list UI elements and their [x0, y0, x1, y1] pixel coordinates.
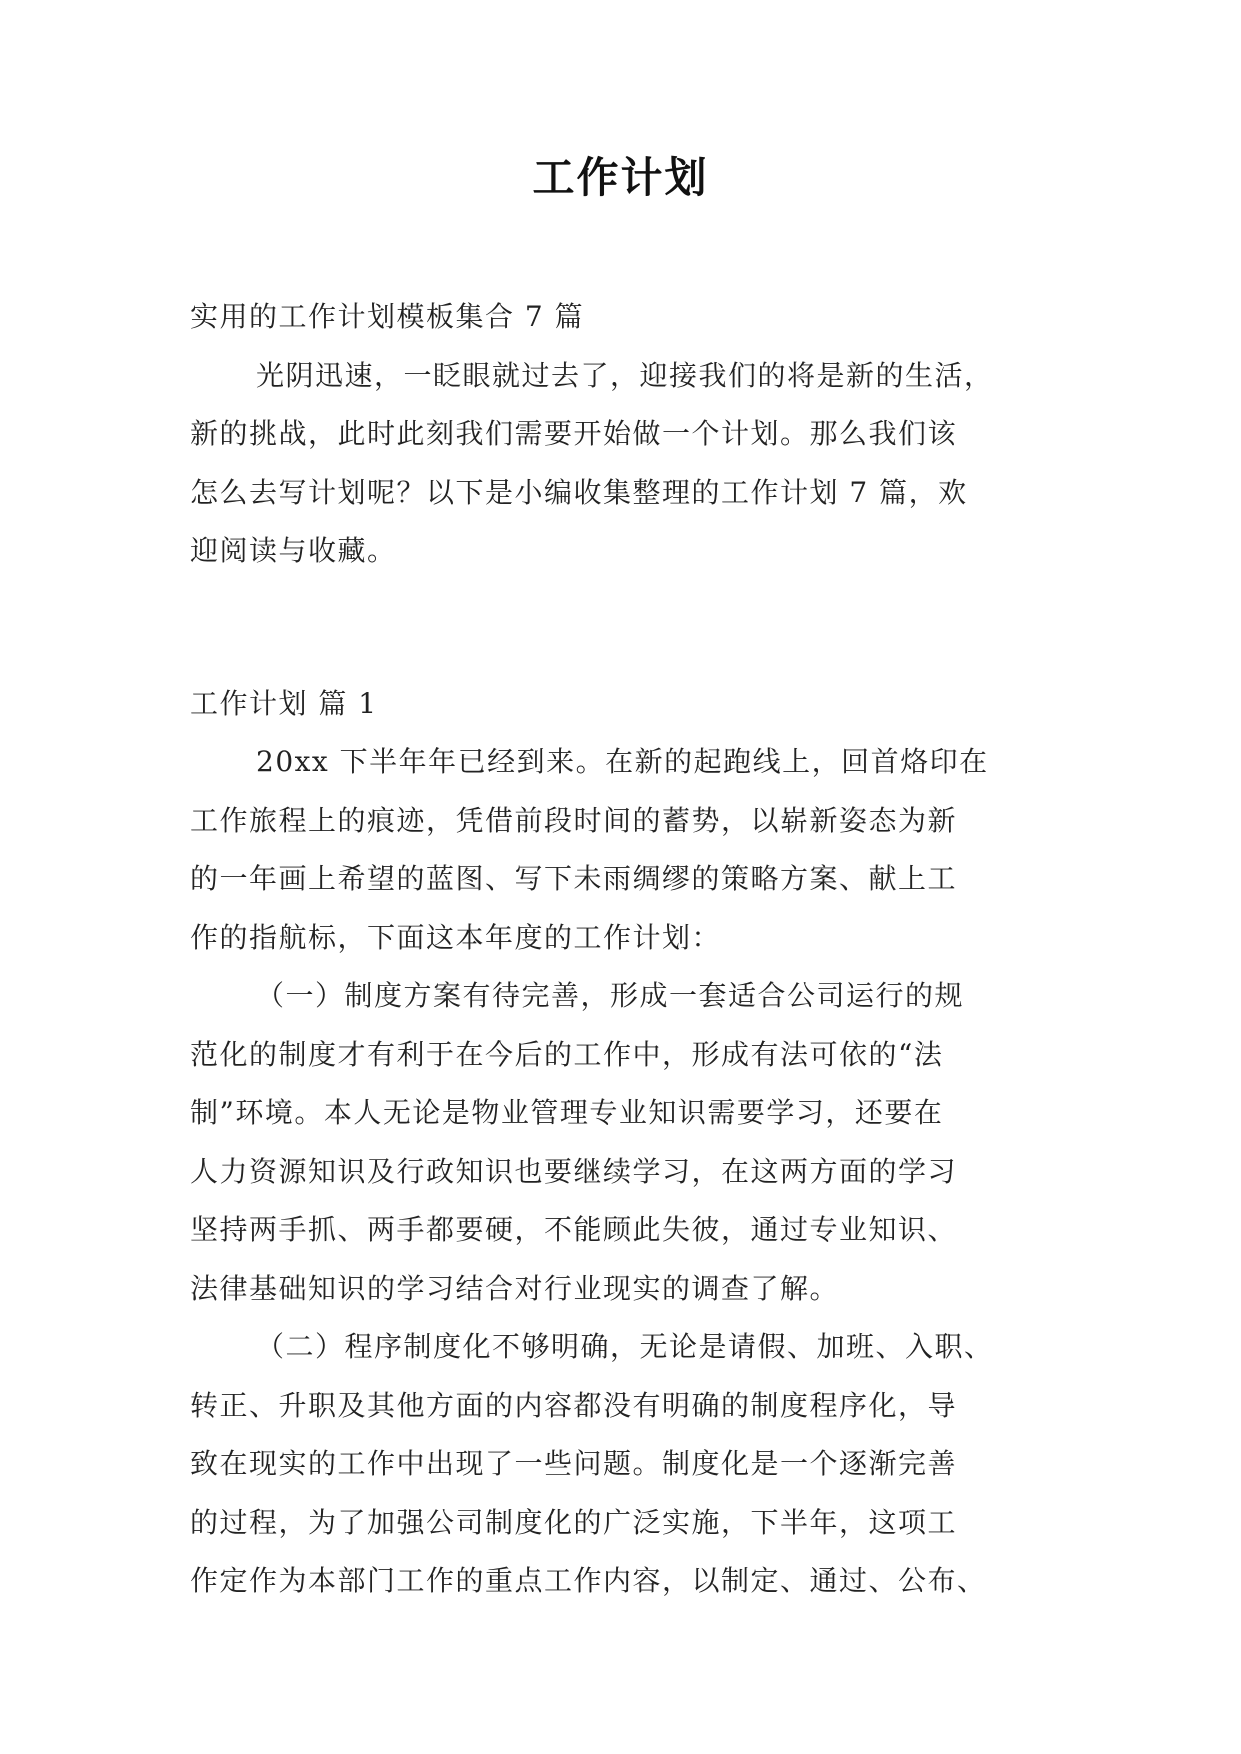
paragraph-line: 人力资源知识及行政知识也要继续学习，在这两方面的学习 — [190, 1154, 958, 1188]
paragraph-line: 制”环境。本人无论是物业管理专业知识需要学习，还要在 — [190, 1096, 944, 1129]
paragraph-line: （一）制度方案有待完善，形成一套适合公司运行的规 — [256, 979, 965, 1012]
paragraph-line: 光阴迅速，一眨眼就过去了，迎接我们的将是新的生活， — [256, 358, 994, 392]
section1-paragraph-1 — [190, 733, 1050, 967]
section-spacer — [190, 581, 1050, 675]
section1-paragraph-3 — [190, 1318, 1050, 1611]
paragraph-line: （二）程序制度化不够明确，无论是请假、加班、入职、 — [256, 1330, 994, 1363]
paragraph-line: 致在现实的工作中出现了一些问题。制度化是一个逐渐完善 — [190, 1447, 958, 1480]
paragraph-line: 的一年画上希望的蓝图、写下未雨绸缪的策略方案、献上工 — [190, 862, 958, 895]
paragraph-line: 作定作为本部门工作的重点工作内容，以制定、通过、公布、 — [190, 1564, 987, 1597]
document-title: 工作计划 — [532, 153, 709, 202]
paragraph-line: 新的挑战，此时此刻我们需要开始做一个计划。那么我们该 — [190, 417, 958, 450]
intro-paragraph — [190, 347, 1050, 581]
paragraph-line: 20xx 下半年年已经到来。在新的起跑线上，回首烙印在 — [256, 745, 989, 778]
paragraph-line: 工作旅程上的痕迹，凭借前段时间的蓄势，以崭新姿态为新 — [190, 803, 958, 837]
paragraph-line: 怎么去写计划呢？以下是小编收集整理的工作计划 7 篇，欢 — [190, 475, 968, 509]
paragraph-line: 迎阅读与收藏。 — [190, 534, 397, 567]
intro-subtitle: 实用的工作计划模板集合 7 篇 — [190, 300, 585, 333]
paragraph-line: 坚持两手抓、两手都要硬，不能顾此失彼，通过专业知识、 — [190, 1213, 958, 1246]
section1-paragraph-2 — [190, 967, 1050, 1318]
document-body — [190, 288, 1050, 1611]
paragraph-line: 范化的制度才有利于在今后的工作中，形成有法可依的“法 — [190, 1037, 944, 1071]
paragraph-line: 作的指航标，下面这本年度的工作计划： — [190, 920, 722, 954]
paragraph-line: 的过程，为了加强公司制度化的广泛实施，下半年，这项工 — [190, 1505, 958, 1539]
paragraph-line: 法律基础知识的学习结合对行业现实的调查了解。 — [190, 1271, 840, 1305]
section-heading: 工作计划 篇 1 — [190, 686, 378, 720]
paragraph-line: 转正、升职及其他方面的内容都没有明确的制度程序化，导 — [190, 1388, 958, 1422]
